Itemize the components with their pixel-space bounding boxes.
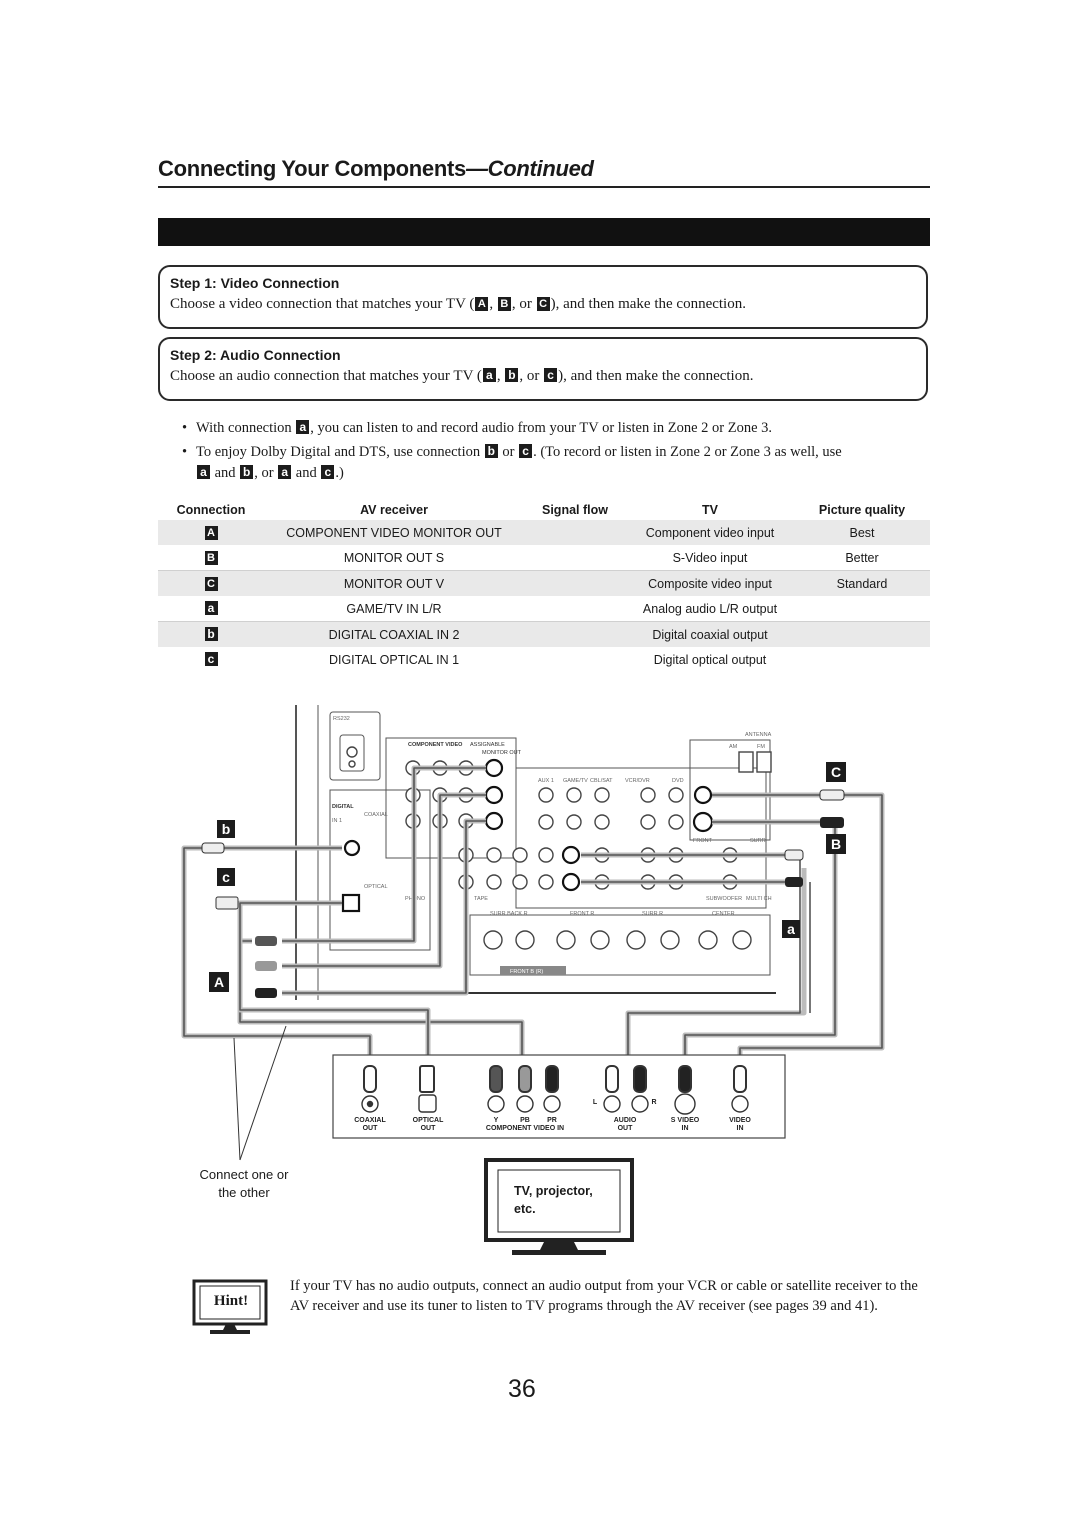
tv-label-video: VIDEO bbox=[729, 1117, 751, 1124]
badge-a: a bbox=[296, 420, 309, 434]
tv-label-coaxial: COAXIAL bbox=[354, 1117, 386, 1124]
label-surr-r: SURR R bbox=[642, 911, 664, 917]
badge-A: A bbox=[475, 297, 488, 311]
page-number: 36 bbox=[508, 1375, 536, 1403]
label-surr: SURR bbox=[750, 838, 766, 844]
tv-input-panel bbox=[333, 1055, 785, 1138]
label-rs232: RS232 bbox=[333, 716, 350, 722]
table-row: a GAME/TV IN L/R Analog audio L/R output bbox=[158, 596, 930, 622]
page-title-main: Connecting Your Components bbox=[158, 156, 466, 181]
label-front: FRONT bbox=[693, 838, 712, 844]
label-phono: PHONO bbox=[405, 896, 426, 902]
connected-jacks bbox=[343, 760, 712, 911]
badge-b: b bbox=[505, 368, 518, 382]
header-rule bbox=[158, 186, 930, 188]
marker-b: b bbox=[221, 821, 231, 837]
marker-a: a bbox=[787, 921, 795, 937]
connect-note-pointers bbox=[234, 1026, 286, 1160]
tv-label-coaxial-out: OUT bbox=[362, 1125, 378, 1132]
table-header bbox=[158, 500, 930, 520]
tv-label-pb: PB bbox=[520, 1117, 530, 1124]
label-center: CENTER bbox=[712, 911, 735, 917]
label-digital: DIGITAL bbox=[332, 804, 354, 810]
label-front-r: FRONT R bbox=[570, 911, 595, 917]
marker-A: A bbox=[213, 974, 225, 990]
page-title bbox=[158, 156, 594, 182]
label-in1: IN 1 bbox=[332, 818, 343, 824]
marker-c: c bbox=[222, 869, 230, 885]
bullet-1: • With connection a , you can listen to and record audio from your TV or listen in Zone 2 or Zone 3. bbox=[182, 420, 773, 436]
hint-label: Hint! bbox=[213, 1293, 249, 1309]
tv-label-svideo-in: IN bbox=[681, 1125, 689, 1132]
step2-box bbox=[158, 337, 928, 401]
section-band bbox=[158, 218, 930, 246]
label-surr-back-r: SURR BACK R bbox=[490, 911, 528, 917]
tv-label-optical: OPTICAL bbox=[412, 1117, 444, 1124]
label-cbl-sat: CBL/SAT bbox=[590, 778, 613, 784]
badge-B: B bbox=[498, 297, 511, 311]
tv-label-l: L bbox=[592, 1099, 598, 1106]
tv-label-audio-out: OUT bbox=[617, 1125, 633, 1132]
label-optical: OPTICAL bbox=[364, 884, 388, 890]
label-assignable: ASSIGNABLE bbox=[470, 742, 505, 748]
header-picture-quality: Picture quality bbox=[818, 503, 906, 517]
tv-label-optical-out: OUT bbox=[420, 1125, 436, 1132]
header-av-receiver: AV receiver bbox=[360, 503, 428, 517]
tv-label-y: Y bbox=[493, 1117, 499, 1124]
label-component-video: COMPONENT VIDEO bbox=[408, 742, 463, 748]
table-row: b DIGITAL COAXIAL IN 2 Digital coaxial output bbox=[158, 622, 930, 648]
tv-label-svideo: S VIDEO bbox=[670, 1117, 700, 1124]
label-multi-ch: MULTI CH bbox=[746, 896, 772, 902]
hint-text: If your TV has no audio outputs, connect an audio output from your VCR or cable or satellite receiver to the AV receiver and use its tuner to listen to TV programs through the AV receiver (see pages 39 and 41). bbox=[290, 1278, 918, 1314]
step1-title: Step 1: Video Connection bbox=[170, 275, 340, 291]
marker-B: B bbox=[830, 836, 842, 852]
page-title-suffix: —Continued bbox=[465, 156, 594, 181]
badge-c: c bbox=[519, 444, 532, 458]
receiver-jacks bbox=[347, 747, 771, 949]
table-row: B MONITOR OUT S S-Video input Better bbox=[158, 545, 930, 571]
badge-C: C bbox=[537, 297, 550, 311]
label-am: AM bbox=[729, 744, 738, 750]
step2-text: Choose an audio connection that matches your TV ( a , b , or c ), and then make the connection. bbox=[170, 368, 754, 384]
tv-label-audio: AUDIO bbox=[613, 1117, 637, 1124]
table-row: c DIGITAL OPTICAL IN 1 Digital optical output bbox=[158, 647, 930, 672]
label-tape: TAPE bbox=[474, 896, 488, 902]
step1-text: Choose a video connection that matches your TV ( A , B , or C ), and then make the connection. bbox=[170, 296, 746, 312]
table-row: A COMPONENT VIDEO MONITOR OUT Component video input Best bbox=[158, 520, 930, 545]
tv-label-component-in: COMPONENT VIDEO IN bbox=[485, 1125, 565, 1132]
marker-C: C bbox=[830, 764, 842, 780]
badge-b: b bbox=[485, 444, 498, 458]
label-coaxial: COAXIAL bbox=[364, 812, 388, 818]
label-game-tv: GAME/TV bbox=[563, 778, 588, 784]
label-aux1: AUX 1 bbox=[538, 778, 554, 784]
table-row: C MONITOR OUT V Composite video input Standard bbox=[158, 571, 930, 597]
label-front-b: FRONT B (R) bbox=[510, 969, 544, 975]
hint-icon bbox=[192, 1279, 270, 1342]
label-vcr-dvr: VCR/DVR bbox=[625, 778, 650, 784]
tv-label-video-in: IN bbox=[736, 1125, 744, 1132]
badge-a: a bbox=[483, 368, 496, 382]
badge-c: c bbox=[544, 368, 557, 382]
label-in2: IN 2 bbox=[332, 846, 343, 852]
bullet-2: • To enjoy Dolby Digital and DTS, use connection b or c . (To record or listen in Zone 2 or Zone 3 as well, use bbox=[182, 444, 842, 460]
label-antenna: ANTENNA bbox=[745, 732, 772, 738]
bullet-2-line2: a and b , or a and c .) bbox=[196, 465, 344, 482]
label-subwoofer: SUBWOOFER bbox=[706, 896, 743, 902]
tv-label-pr: PR bbox=[547, 1117, 557, 1124]
header-signal-flow: Signal flow bbox=[542, 503, 608, 517]
header-tv: TV bbox=[702, 503, 718, 517]
tv-label: TV, projector, etc. bbox=[514, 1184, 593, 1216]
label-monitor-out: MONITOR OUT bbox=[482, 750, 522, 756]
header-connection: Connection bbox=[176, 503, 246, 517]
label-fm: FM bbox=[757, 744, 765, 750]
connect-note: Connect one or the other bbox=[199, 1167, 289, 1200]
label-dvd: DVD bbox=[672, 778, 684, 784]
cables bbox=[184, 768, 882, 1068]
tv-label-r: R bbox=[651, 1099, 657, 1106]
step1-box bbox=[158, 265, 928, 329]
connection-table bbox=[158, 500, 930, 672]
step2-title: Step 2: Audio Connection bbox=[170, 347, 341, 363]
